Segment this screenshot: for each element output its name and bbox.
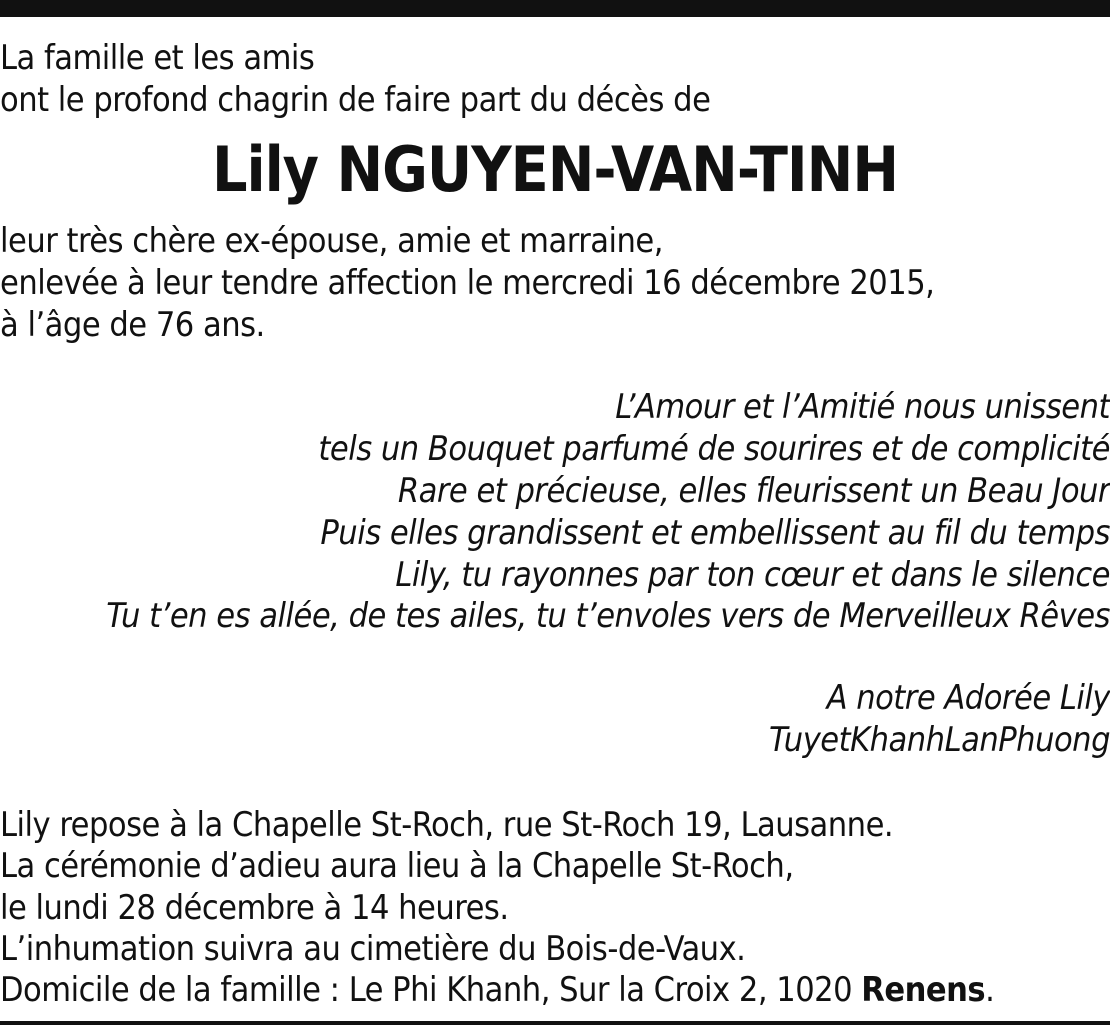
bottom-rule: [0, 1021, 1110, 1025]
intro-line-2: ont le profond chagrin de faire part du décès de: [0, 80, 711, 120]
final-period: .: [985, 970, 995, 1010]
intro-line-1: La famille et les amis: [0, 38, 315, 78]
arrangements-line-2: La cérémonie d’adieu aura lieu à la Chapelle St-Roch,: [0, 846, 794, 886]
poem-line-2: tels un Bouquet parfumé de sourires et de complicité: [318, 429, 1110, 469]
description-line-2: enlevée à leur tendre affection le mercredi 16 décembre 2015,: [0, 263, 935, 303]
poem-line-6: Tu t’en es allée, de tes ailes, tu t’envoles vers de Merveilleux Rêves: [106, 596, 1110, 636]
arrangements-line-4: L’inhumation suivra au cimetière du Bois-de-Vaux.: [0, 929, 746, 969]
poem-line-5: Lily, tu rayonnes par ton cœur et dans le silence: [395, 555, 1110, 595]
poem-line-3: Rare et précieuse, elles fleurissent un Beau Jour: [397, 471, 1110, 511]
dedication-signature: TuyetKhanhLanPhuong: [769, 720, 1110, 760]
poem-line-1: L’Amour et l’Amitié nous unissent: [615, 387, 1110, 427]
family-city: Renens: [861, 970, 986, 1010]
family-address: Domicile de la famille : Le Phi Khanh, Sur la Croix 2, 1020: [0, 970, 862, 1010]
arrangements-line-1: Lily repose à la Chapelle St-Roch, rue St-Roch 19, Lausanne.: [0, 805, 894, 845]
poem-line-4: Puis elles grandissent et embellissent au fil du temps: [320, 513, 1110, 553]
description-line-3: à l’âge de 76 ans.: [0, 305, 265, 345]
dedication-line-1: A notre Adorée Lily: [826, 678, 1110, 718]
top-rule: [0, 0, 1110, 17]
deceased-name: Lily NGUYEN-VAN-TINH: [211, 133, 899, 206]
arrangements-line-5: [0, 971, 994, 1009]
arrangements-line-3: le lundi 28 décembre à 14 heures.: [0, 888, 509, 928]
description-line-1: leur très chère ex-épouse, amie et marraine,: [0, 221, 663, 261]
